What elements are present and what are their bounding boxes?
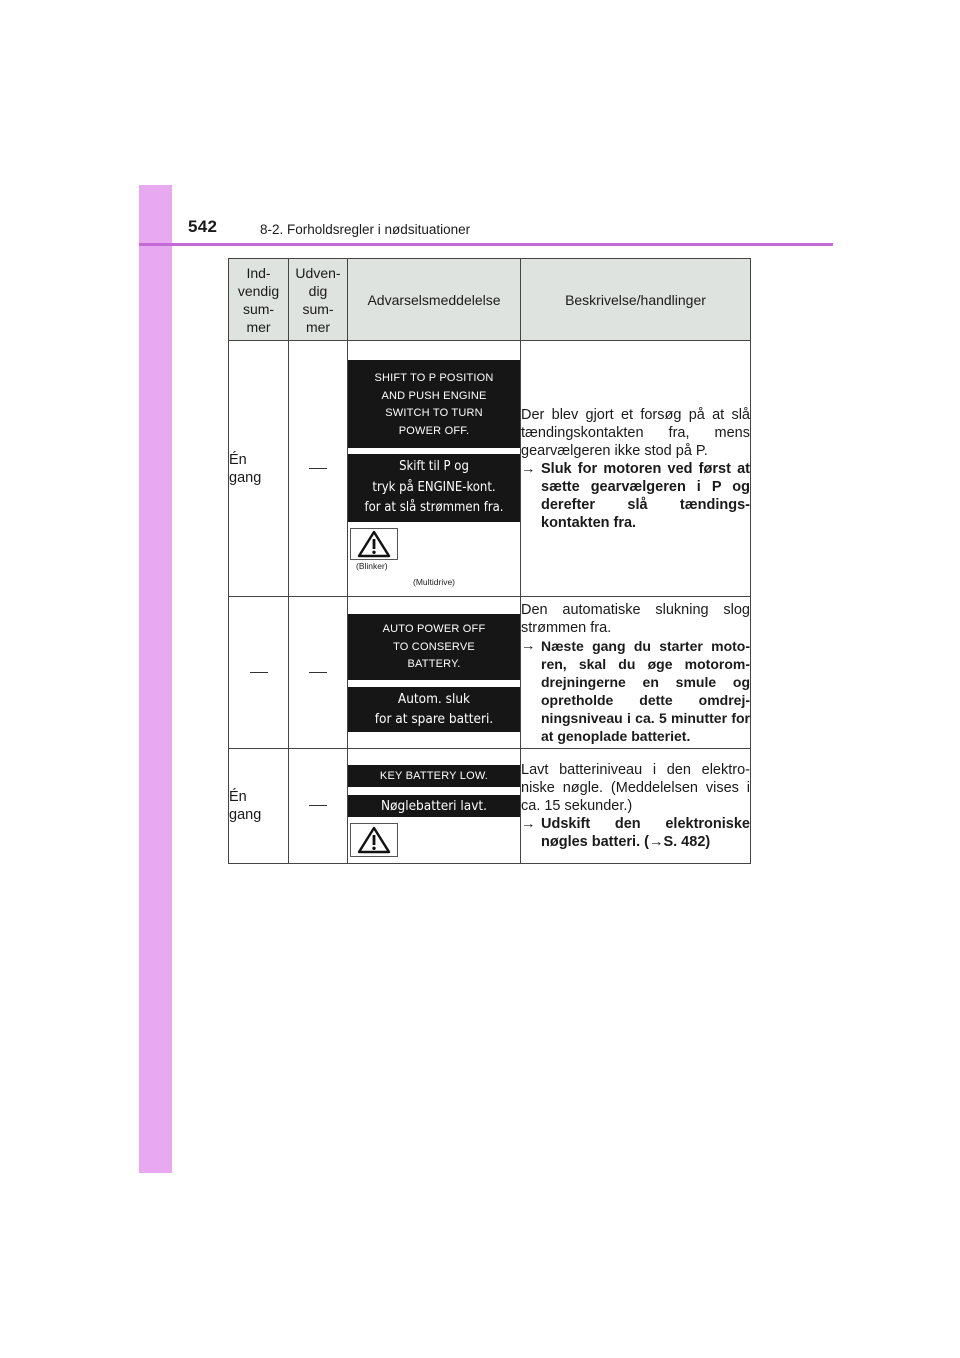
caption-blinker: (Blinker) (356, 560, 388, 571)
warning-triangle-icon-box (350, 823, 398, 857)
description-text: Den automatiske slukning slog strømmen fra. (521, 601, 750, 636)
description-cell (521, 749, 751, 864)
description-text: Der blev gjort et forsøg på at slå tændingskontakten fra, mens gearvælgeren ikke stod på P. (521, 406, 750, 459)
warning-message-table (228, 258, 751, 864)
chapter-side-tab (139, 185, 172, 1173)
description-cell (521, 341, 751, 597)
lcd-message-english: AUTO POWER OFF TO CONSERVE BATTERY. (348, 614, 520, 680)
table-row (229, 597, 751, 749)
warning-message-cell (348, 597, 521, 749)
arrow-icon: → (521, 460, 536, 477)
column-header-warning-message: Advarselsmeddelelse (348, 259, 521, 341)
internal-buzzer-cell: Én gang (229, 749, 289, 864)
column-header-external-buzzer: Udven- dig sum- mer (289, 259, 348, 341)
description-cell (521, 597, 751, 749)
warning-triangle-icon-box (350, 528, 398, 560)
table-row (229, 749, 751, 864)
page-number: 542 (188, 217, 218, 236)
description-text: Lavt batteriniveau i den elektro-niske nøgle. (Meddelelsen vises i ca. 15 sekunder.) (521, 762, 750, 814)
column-header-description: Beskrivelse/handlinger (521, 259, 751, 341)
action-text: Sluk for motoren ved først at sætte gearvælgeren i P og derefter slå tændings-kontakten fra. (541, 460, 750, 531)
dash-mark (309, 468, 327, 469)
warning-triangle-icon (357, 826, 391, 854)
internal-buzzer-cell: Én gang (229, 341, 289, 597)
arrow-icon: → (521, 816, 536, 832)
internal-buzzer-cell (229, 597, 289, 749)
warning-message-cell (348, 341, 521, 597)
lcd-message-danish: Nøglebatteri lavt. (348, 795, 520, 817)
action-text: Næste gang du starter moto-ren, skal du øge motorom-drejningerne en smule og opretholde dette omdrej-ningsniveau i ca. 5 minutter for at genoplade batteriet. (541, 637, 750, 744)
action-text: Udskift den elektroniske nøgles batteri. (→S. 482) (541, 816, 750, 850)
external-buzzer-cell (289, 597, 348, 749)
dash-mark (309, 672, 327, 673)
external-buzzer-cell (289, 749, 348, 864)
table-row (229, 341, 751, 597)
lcd-message-english: SHIFT TO P POSITION AND PUSH ENGINE SWITCH TO TURN POWER OFF. (348, 360, 520, 448)
header-rule (139, 243, 833, 246)
column-header-internal-buzzer: Ind- vendig sum- mer (229, 259, 289, 341)
dash-mark (250, 672, 268, 673)
caption-multidrive: (Multidrive) (412, 576, 456, 587)
warning-message-cell (348, 749, 521, 864)
lcd-message-danish: Autom. sluk for at spare batteri. (348, 687, 520, 732)
lcd-message-danish: Skift til P og tryk på ENGINE-kont. for at slå strømmen fra. (348, 454, 520, 522)
section-title: 8-2. Forholdsregler i nødsituationer (260, 222, 471, 237)
external-buzzer-cell (289, 341, 348, 597)
table-header-row (229, 259, 751, 341)
lcd-message-english: KEY BATTERY LOW. (348, 765, 520, 787)
warning-triangle-icon (357, 530, 391, 558)
dash-mark (309, 805, 327, 806)
arrow-icon: → (521, 637, 536, 654)
